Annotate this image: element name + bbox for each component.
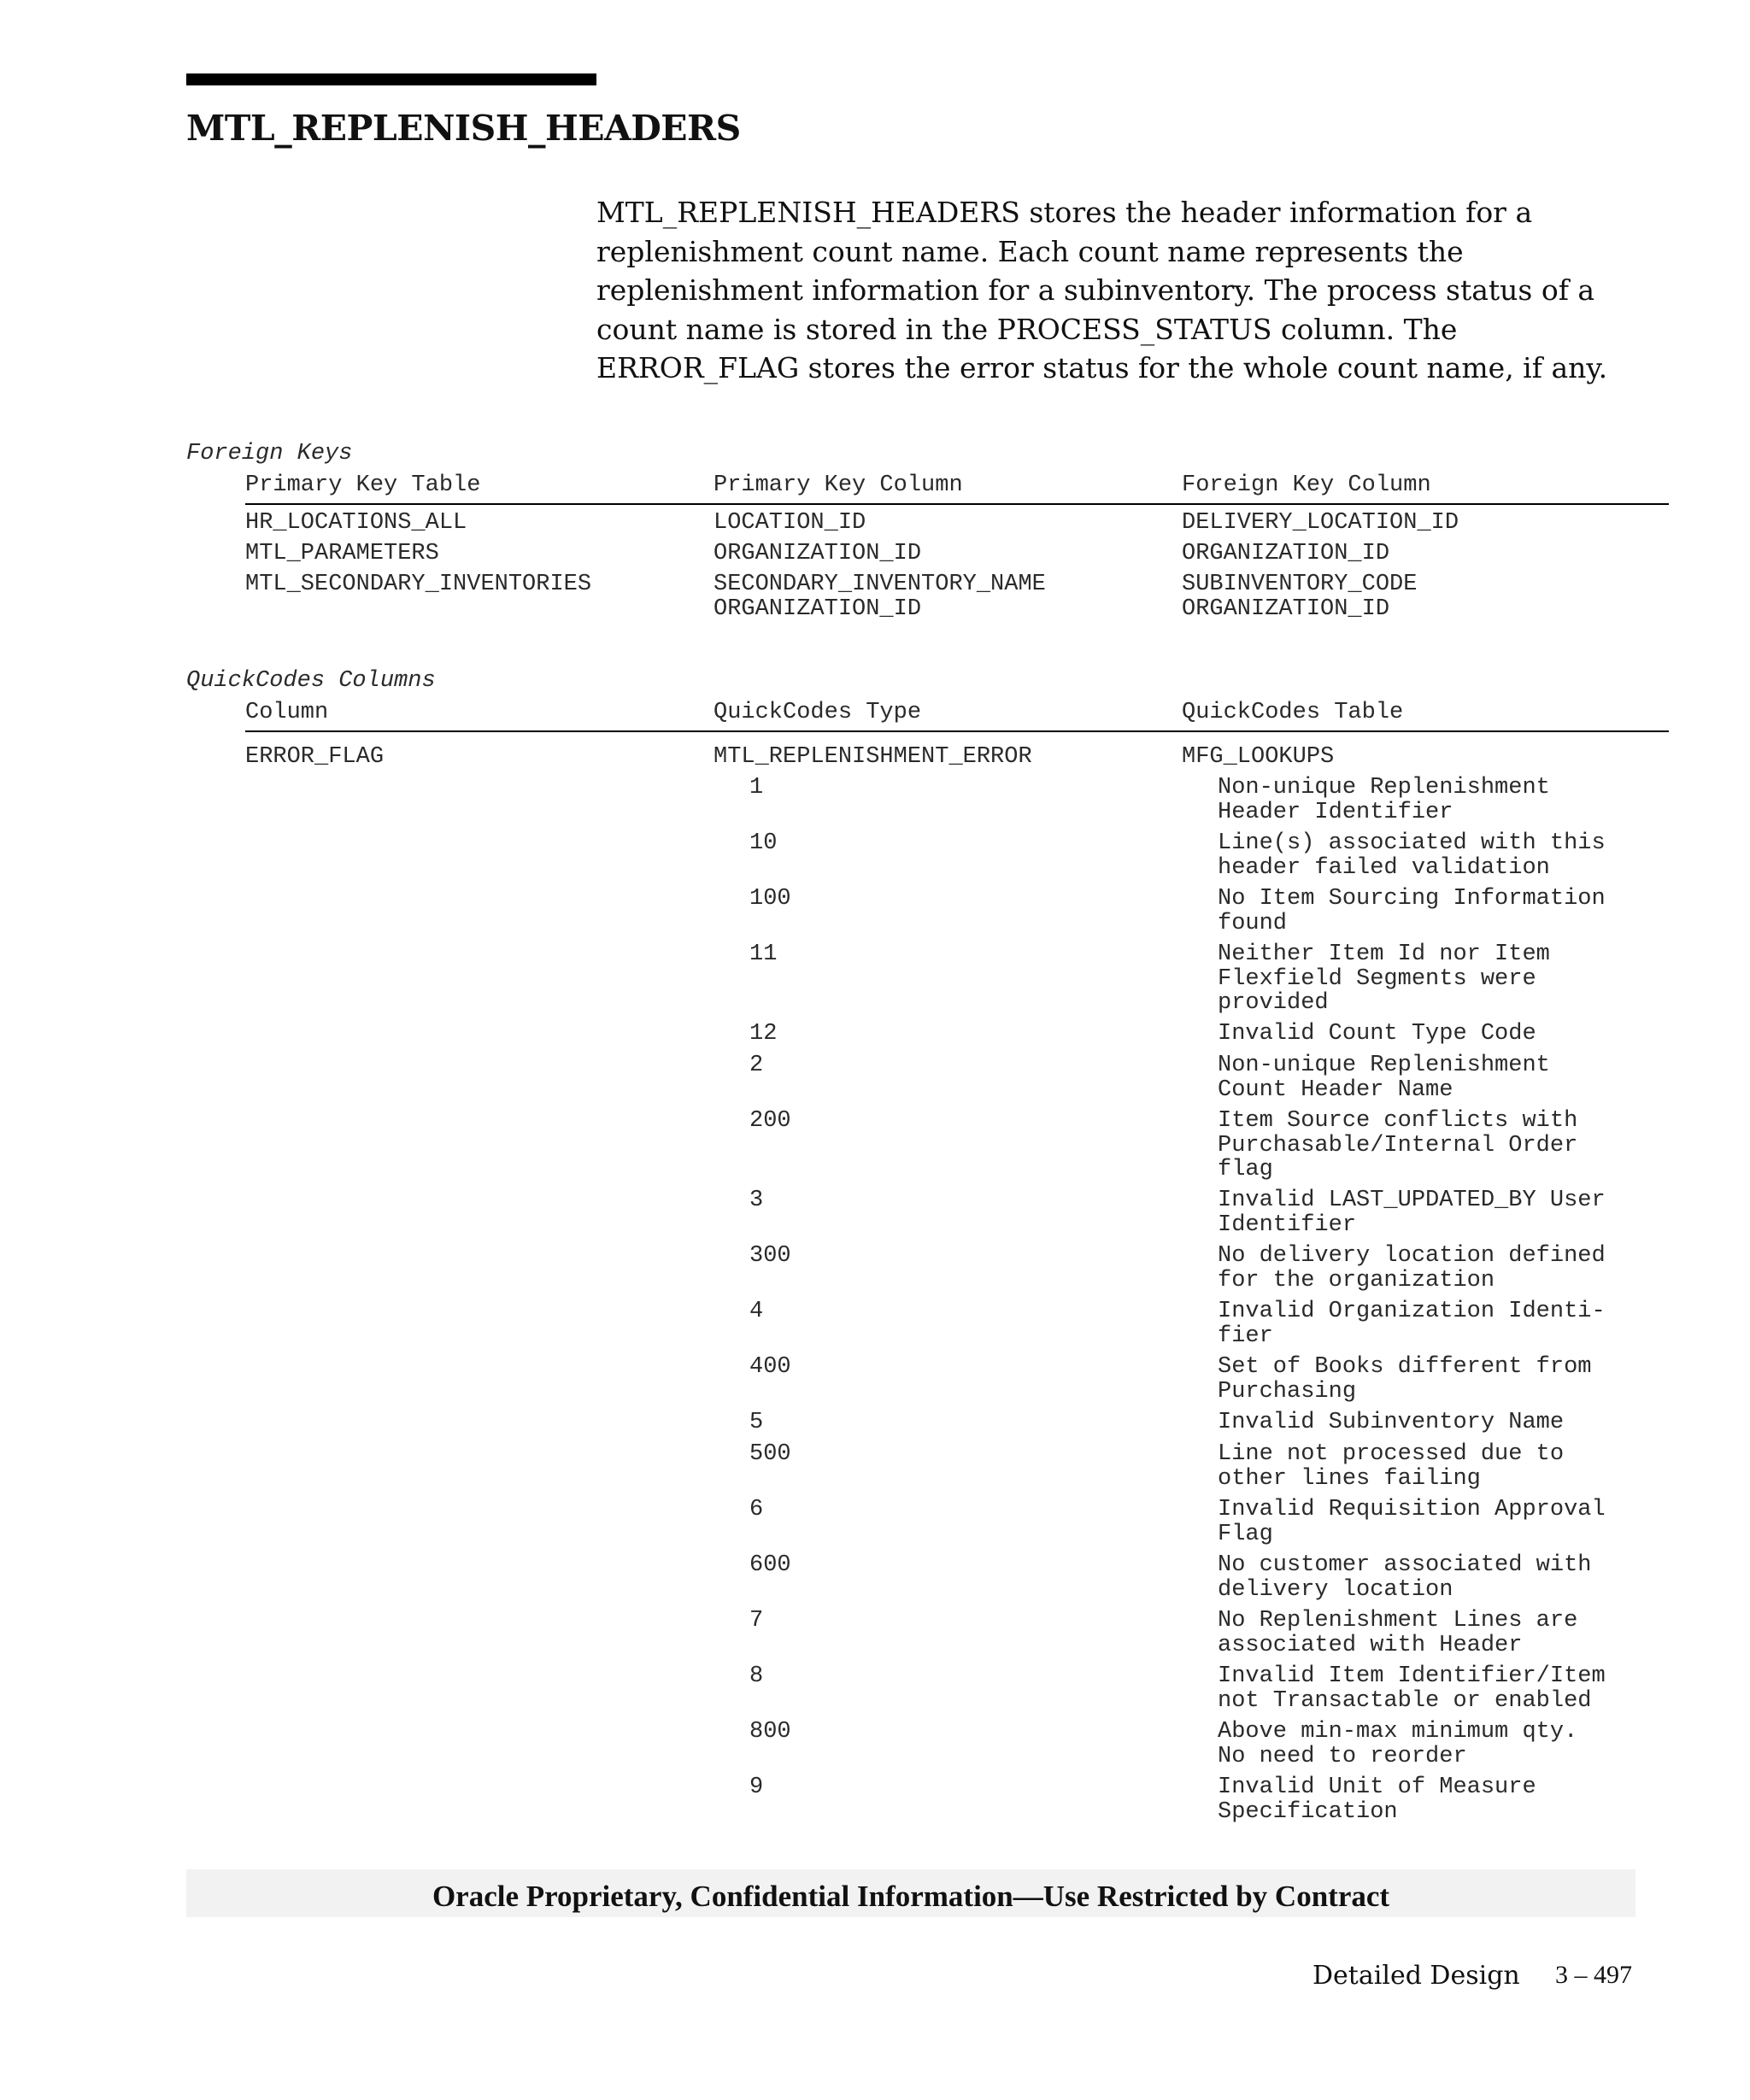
lookup-code: 12 [749,1021,778,1047]
lookup-code: 8 [749,1663,764,1689]
lookup-code: 5 [749,1410,764,1435]
foreign-keys-label: Foreign Keys [186,441,353,466]
lookup-meaning: Invalid Subinventory Name [1218,1410,1565,1435]
fk-table: MTL_PARAMETERS [245,541,439,566]
lookup-code: 11 [749,941,778,967]
lookup-code: 2 [749,1053,764,1078]
description-line: replenishment information for a subinventory. The process status of a [596,273,1595,307]
qc-header-table: QuickCodes Table [1182,700,1404,725]
lookup-code: 100 [749,886,791,912]
lookup-meaning: Invalid Organization Identi- fier [1218,1299,1606,1349]
lookup-code: 7 [749,1608,764,1634]
lookup-code: 1 [749,775,764,801]
lookup-meaning: No Replenishment Lines are associated with Header [1218,1608,1578,1658]
lookup-code: 500 [749,1441,791,1467]
lookup-meaning: Invalid Item Identifier/Item not Transactable or enabled [1218,1663,1606,1714]
lookup-code: 300 [749,1243,791,1269]
lookup-meaning: Line(s) associated with this header failed validation [1218,830,1606,881]
lookup-meaning: Non-unique Replenishment Header Identifier [1218,775,1550,825]
lookup-meaning: Invalid LAST_UPDATED_BY User Identifier [1218,1188,1606,1238]
fk-fk-column: DELIVERY_LOCATION_ID [1182,510,1459,536]
description-line: replenishment count name. Each count name represents the [596,234,1464,268]
fk-table: HR_LOCATIONS_ALL [245,510,467,536]
qc-table: MFG_LOOKUPS [1182,744,1335,770]
fk-pk-column: ORGANIZATION_ID [714,541,922,566]
lookup-meaning: Above min-max minimum qty. No need to reorder [1218,1719,1578,1769]
lookup-code: 9 [749,1774,764,1800]
lookup-code: 200 [749,1108,791,1134]
lookup-code: 4 [749,1299,764,1324]
fk-header-fk-column: Foreign Key Column [1182,472,1431,498]
lookup-meaning: Item Source conflicts with Purchasable/Internal Order flag [1218,1108,1578,1182]
lookup-code: 10 [749,830,778,856]
fk-table: MTL_SECONDARY_INVENTORIES [245,572,592,597]
lookup-meaning: Set of Books different from Purchasing [1218,1354,1592,1405]
confidential-text: Oracle Proprietary, Confidential Information––Use Restricted by Contract [432,1880,1390,1913]
lookup-meaning: Invalid Requisition Approval Flag [1218,1497,1606,1547]
description-line: count name is stored in the PROCESS_STATUS column. The [596,312,1458,346]
qc-column: ERROR_FLAG [245,744,385,770]
foreign-keys-header [245,472,1669,505]
description-line: ERROR_FLAG stores the error status for the whole count name, if any. [596,351,1608,384]
lookup-code: 400 [749,1354,791,1380]
section-name: Detailed Design [1312,1961,1520,1991]
quickcodes-label: QuickCodes Columns [186,668,436,694]
fk-header-pk-column: Primary Key Column [714,472,963,498]
page-title: MTL_REPLENISH_HEADERS [186,108,741,149]
fk-fk-column: SUBINVENTORY_CODE ORGANIZATION_ID [1182,572,1418,622]
page-number: 3 – 497 [1555,1961,1632,1989]
qc-header-type: QuickCodes Type [714,700,922,725]
table-description [596,193,1699,388]
qc-type: MTL_REPLENISHMENT_ERROR [714,744,1032,770]
lookup-meaning: No customer associated with delivery location [1218,1552,1592,1603]
lookup-meaning: Line not processed due to other lines failing [1218,1441,1565,1492]
confidential-banner [186,1869,1635,1917]
quickcodes-header [245,700,1669,732]
lookup-meaning: Invalid Unit of Measure Specification [1218,1774,1536,1825]
lookup-meaning: Neither Item Id nor Item Flexfield Segments were provided [1218,941,1550,1016]
qc-header-column: Column [245,700,329,725]
lookup-meaning: No delivery location defined for the organization [1218,1243,1606,1293]
lookup-code: 600 [749,1552,791,1578]
title-rule [186,73,596,85]
fk-pk-column: SECONDARY_INVENTORY_NAME ORGANIZATION_ID [714,572,1046,622]
fk-fk-column: ORGANIZATION_ID [1182,541,1390,566]
description-line: MTL_REPLENISH_HEADERS stores the header information for a [596,196,1533,229]
fk-pk-column: LOCATION_ID [714,510,866,536]
lookup-meaning: Invalid Count Type Code [1218,1021,1536,1047]
lookup-code: 3 [749,1188,764,1213]
lookup-meaning: No Item Sourcing Information found [1218,886,1606,936]
lookup-code: 6 [749,1497,764,1522]
lookup-meaning: Non-unique Replenishment Count Header Name [1218,1053,1550,1103]
fk-header-pk-table: Primary Key Table [245,472,481,498]
lookup-code: 800 [749,1719,791,1745]
